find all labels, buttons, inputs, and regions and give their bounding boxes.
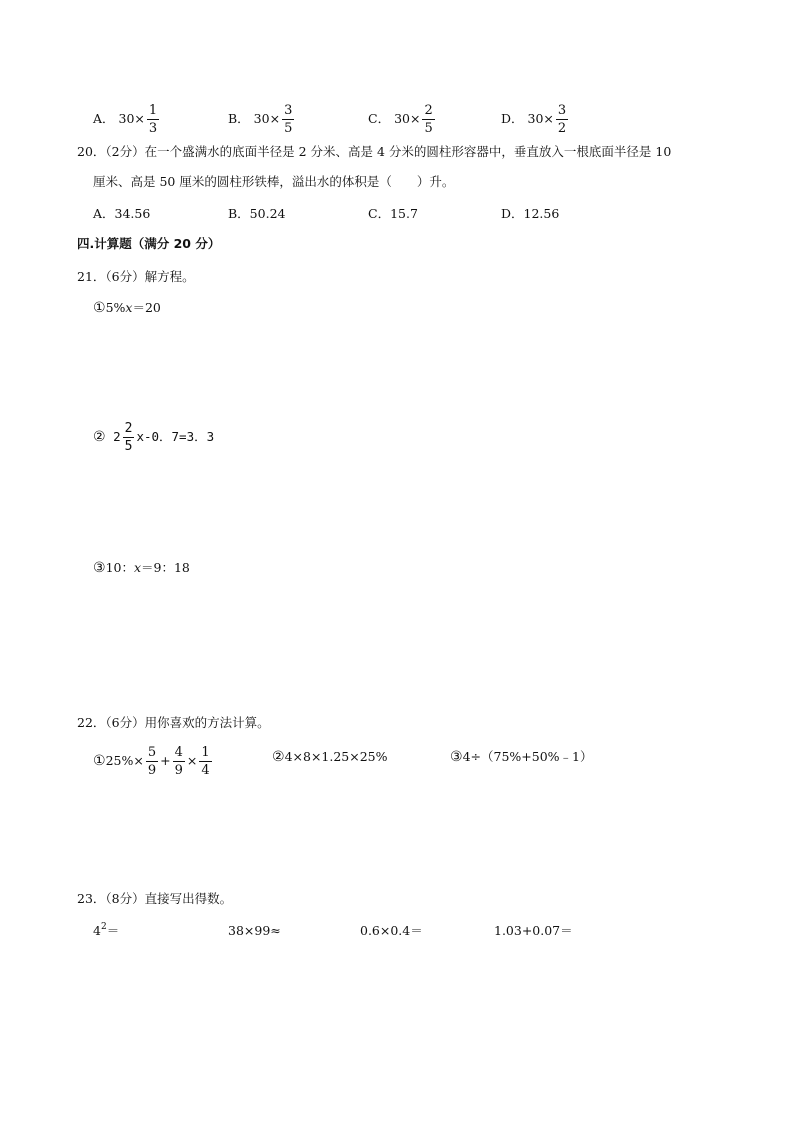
equation-text: x-0．7=3．3 — [136, 429, 215, 444]
circled-number: ① — [93, 753, 106, 769]
expression-text: 4÷（75%+50%﹣1） — [462, 749, 593, 764]
expression-text: 25%× — [105, 753, 144, 768]
q23-item-1 — [93, 922, 120, 938]
q20-stem-line1: 20．（2分）在一个盛满水的底面半径是 2 分米、高是 4 分米的圆柱形容器中，垂直放入一根底面半径是 10 — [77, 144, 672, 159]
q21-equation-1 — [93, 301, 161, 315]
q22-expression-1 — [93, 746, 214, 777]
option-letter: B． — [228, 111, 250, 126]
q23-stem: 23．（8分）直接写出得数。 — [77, 891, 233, 906]
equation-text: 10： — [105, 560, 134, 575]
equation-text: 5% — [105, 300, 126, 315]
q19-option-d — [501, 104, 570, 135]
circled-number: ③ — [93, 560, 106, 576]
q19-option-a — [93, 104, 161, 135]
q23-item-4: 1.03+0.07＝ — [494, 923, 573, 938]
numerator: 1 — [148, 103, 158, 118]
numerator: 2 — [424, 103, 433, 118]
q22-expression-3 — [450, 750, 592, 764]
fraction — [123, 422, 135, 453]
denominator: 9 — [147, 763, 157, 778]
fraction — [422, 104, 434, 135]
q21-equation-2 — [93, 422, 214, 453]
fraction — [199, 746, 211, 777]
fraction-bar — [147, 119, 159, 120]
q22-stem: 22．（6分）用你喜欢的方法计算。 — [77, 715, 270, 730]
fraction-bar — [556, 119, 568, 120]
q23-item-3: 0.6×0.4＝ — [360, 923, 423, 938]
denominator: 2 — [557, 121, 567, 136]
equals-sign: ＝ — [106, 923, 120, 938]
fraction-bar — [173, 761, 185, 762]
q22-expression-2 — [272, 750, 388, 764]
fraction — [147, 104, 159, 135]
option-letter: A． — [93, 111, 115, 126]
numerator: 1 — [201, 745, 210, 760]
numerator: 4 — [174, 745, 183, 760]
variable: x — [133, 560, 142, 575]
q20-stem-line2: 厘米、高是 50 厘米的圆柱形铁棒，溢出水的体积是（ ）升。 — [93, 174, 455, 189]
circled-number: ② — [272, 749, 285, 765]
circled-number: ③ — [450, 749, 463, 765]
base: 4 — [93, 923, 101, 938]
fraction — [556, 104, 568, 135]
q23-item-2: 38×99≈ — [228, 923, 281, 938]
q20-option-a: A．34.56 — [93, 206, 151, 221]
fraction-bar — [199, 761, 211, 762]
fraction — [173, 746, 185, 777]
equation-text: ＝20 — [132, 300, 161, 315]
fraction — [146, 746, 158, 777]
denominator: 5 — [424, 121, 433, 136]
q20-option-c: C．15.7 — [368, 206, 418, 221]
q21-stem: 21．（6分）解方程。 — [77, 269, 195, 284]
denominator: 5 — [124, 439, 133, 454]
fraction — [282, 104, 294, 135]
variable: x — [125, 300, 133, 315]
q20-option-b: B．50.24 — [228, 206, 286, 221]
option-letter: C． — [368, 111, 391, 126]
fraction-bar — [282, 119, 294, 120]
q21-equation-3 — [93, 561, 190, 575]
denominator: 9 — [174, 763, 183, 778]
denominator: 5 — [284, 121, 293, 136]
expression-text: 4×8×1.25×25% — [284, 749, 388, 764]
fraction-bar — [123, 437, 135, 438]
times-sign: × — [186, 753, 198, 768]
exponent: 2 — [100, 922, 107, 932]
option-prefix: 30× — [118, 111, 145, 126]
fraction-bar — [146, 761, 158, 762]
fraction-bar — [422, 119, 434, 120]
option-prefix: 30× — [394, 111, 421, 126]
circled-number: ① — [93, 300, 106, 316]
numerator: 3 — [284, 103, 293, 118]
denominator: 4 — [201, 763, 210, 778]
q20-option-d: D．12.56 — [501, 206, 560, 221]
circled-number: ② — [93, 429, 106, 445]
section-heading: 四.计算题（满分 20 分） — [77, 236, 221, 251]
numerator: 5 — [147, 745, 157, 760]
q19-option-b — [228, 104, 296, 135]
equation-text: ＝9：18 — [141, 560, 190, 575]
q19-option-c — [368, 104, 437, 135]
mixed-whole: 2 — [113, 429, 121, 444]
numerator: 3 — [557, 103, 567, 118]
option-prefix: 30× — [253, 111, 281, 126]
plus-sign: + — [160, 753, 171, 768]
option-prefix: 30× — [527, 111, 554, 126]
option-letter: D． — [501, 111, 524, 126]
denominator: 3 — [148, 121, 158, 136]
numerator: 2 — [124, 421, 133, 436]
